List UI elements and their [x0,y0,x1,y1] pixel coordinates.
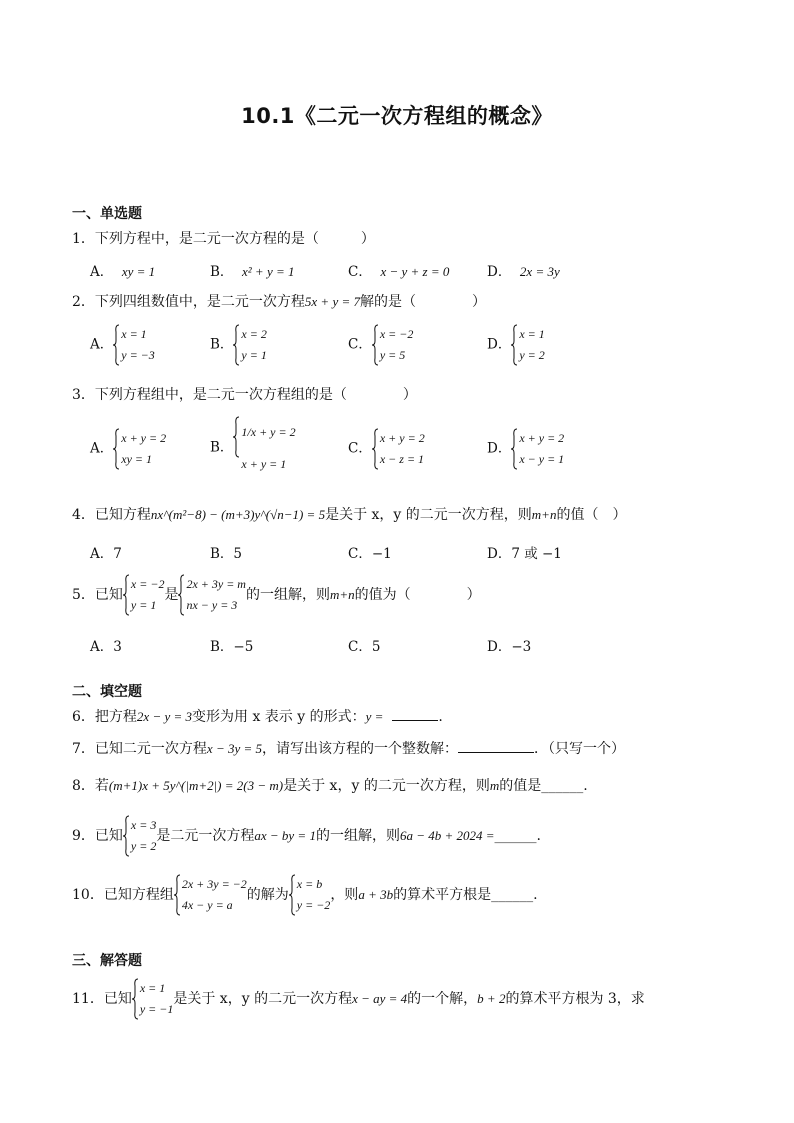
q1-option-c: C． x − y + z = 0 [348,264,450,280]
q3-option-a: A． x + y = 2 xy = 1 [90,428,166,470]
q4-option-b: B．5 [210,546,243,562]
question-5-stem: 5．已知 x = −2 y = 1 是 2x + 3y = m nx − y = 3 的一组解，则m+n的值为（ ） [72,574,481,616]
question-4-stem: 4．已知方程nx^(m²−8) − (m+3)y^(√n−1) = 5是关于 x，y 的二元一次方程，则m+n的值（ ） [72,507,627,523]
section-heading-solve: 三、解答题 [72,953,142,969]
question-11: 11．已知 x = 1 y = −1 是关于 x，y 的二元一次方程x − ay = 4的一个解，b + 2的算术平方根为 3，求 [72,978,645,1020]
q2-option-a: A． x = 1 y = −3 [90,324,155,366]
page-title: 10.1《二元一次方程组的概念》 [241,104,553,128]
q5-option-d: D．−3 [487,639,532,655]
question-10: 10．已知方程组 2x + 3y = −2 4x − y = a 的解为 x = b y = −2 ，则a + 3b的算术平方根是______. [72,874,538,916]
q4-option-d: D．7 或 −1 [487,546,562,562]
q4-option-a: A．7 [90,546,122,562]
section-heading-single-choice: 一、单选题 [72,206,142,222]
q1-option-d: D． 2x = 3y [487,264,560,280]
q5-option-c: C．5 [348,639,381,655]
q5-option-b: B．−5 [210,639,254,655]
q5-option-a: A．3 [90,639,122,655]
q4-option-c: C．−1 [348,546,392,562]
q2-option-d: D． x = 1 y = 2 [487,324,545,366]
question-9: 9．已知 x = 3 y = 2 是二元一次方程ax − by = 1的一组解，则6a − 4b + 2024 =______. [72,815,541,857]
q2-option-c: C． x = −2 y = 5 [348,324,413,366]
q1-option-a: A． xy = 1 [90,264,156,280]
q3-option-d: D． x + y = 2 x − y = 1 [487,428,564,470]
q2-option-b: B． x = 2 y = 1 [210,324,267,366]
q1-option-b: B． x² + y = 1 [210,264,295,280]
question-2-stem: 2．下列四组数值中，是二元一次方程5x + y = 7解的是（ ） [72,294,486,310]
answer-blank[interactable] [392,706,438,721]
question-8: 8．若(m+1)x + 5y^(|m+2|) = 2(3 − m)是关于 x，y 的二元一次方程，则m的值是______. [72,778,588,794]
question-3-stem: 3．下列方程组中，是二元一次方程组的是（ ） [72,387,417,403]
q3-option-b: B． 1/x + y = 2 x + y = 1 [210,416,296,480]
question-7: 7．已知二元一次方程x − 3y = 5，请写出该方程的一个整数解： ．（只写一个） [72,738,625,758]
question-1-stem: 1．下列方程中，是二元一次方程的是（ ） [72,231,375,247]
question-6: 6．把方程2x − y = 3变形为用 x 表示 y 的形式：y = . [72,706,443,726]
q3-option-c: C． x + y = 2 x − z = 1 [348,428,425,470]
answer-blank[interactable] [458,738,534,753]
section-heading-fill-blank: 二、填空题 [72,684,142,700]
